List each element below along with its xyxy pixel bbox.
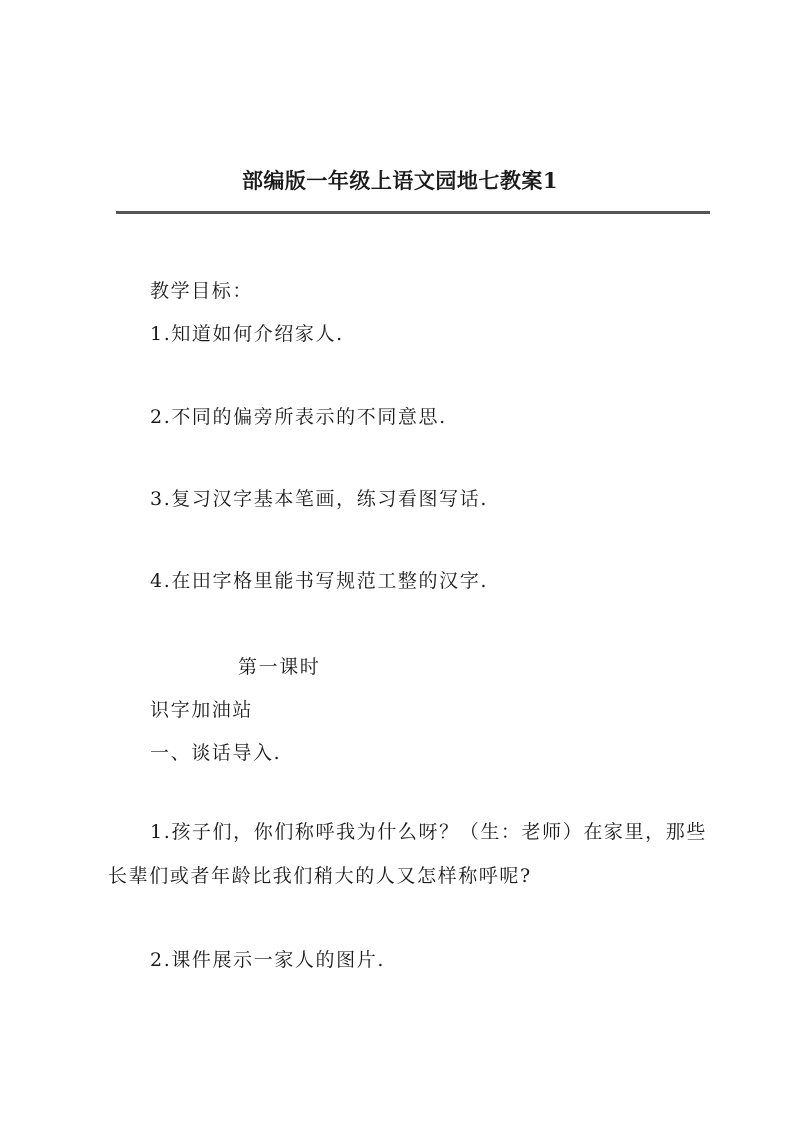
section-title: 识字加油站 [150,699,254,721]
lesson-heading: 第一课时 [238,656,321,678]
objectives-heading: 教学目标： [150,280,254,302]
title-divider [116,211,710,214]
objective-item-3: 3.复习汉字基本笔画，练习看图写话. [150,488,488,510]
paragraph-2: 2.课件展示一家人的图片. [150,949,385,971]
document-title: 部编版一年级上语文园地七教案1 [241,168,559,193]
objective-item-1: 1.知道如何介绍家人. [150,323,344,345]
objective-item-2: 2.不同的偏旁所表示的不同意思. [150,406,447,428]
paragraph-1: 1.孩子们，你们称呼我为什么呀？（生：老师）在家里，那些长辈们或者年龄比我们稍大的人又怎样称呼呢? [108,821,707,887]
objective-item-4: 4.在田字格里能书写规范工整的汉字. [150,570,488,592]
part-heading: 一、谈话导入. [150,742,282,764]
